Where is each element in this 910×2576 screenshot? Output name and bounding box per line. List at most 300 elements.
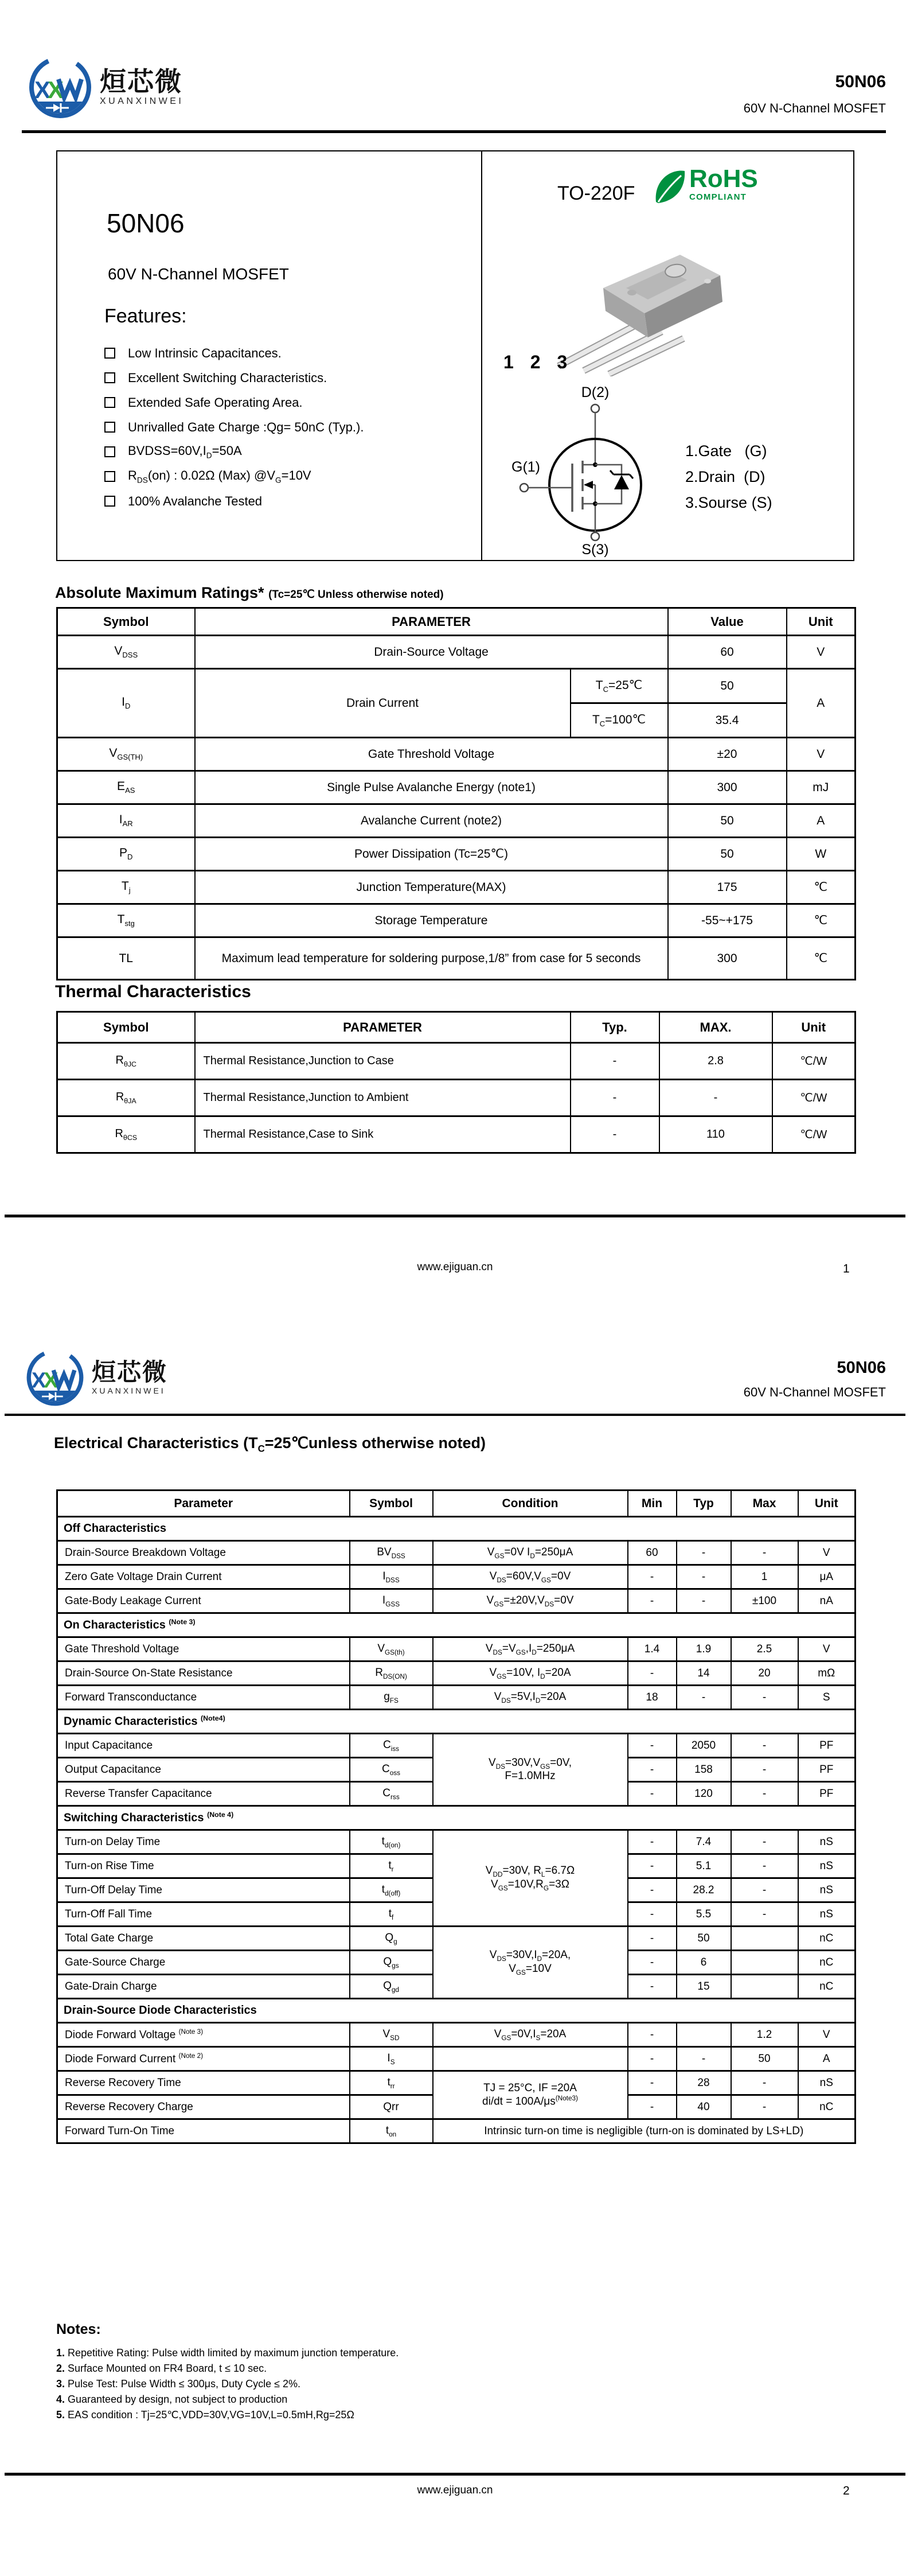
table-cell: $t_{on}$ — [350, 2119, 433, 2143]
drain-pin-label: D(2) — [581, 384, 610, 400]
table-cell: $R_{\theta CS}$ — [57, 1116, 195, 1153]
product-part-number: 50N06 — [107, 208, 185, 238]
note-item-text: 3. Pulse Test: Pulse Width ≤ 300μs, Duty Cycle ≤ 2%. — [56, 2378, 300, 2390]
table-cell: 50 — [668, 669, 787, 703]
table-cell: 60 — [668, 636, 787, 669]
table-cell: -55~+175 — [668, 904, 787, 937]
logo-letter: X — [43, 1368, 58, 1393]
table-cell: 28.2 — [677, 1878, 731, 1902]
table-cell: - — [731, 1758, 798, 1782]
table-cell: - — [628, 2071, 677, 2095]
table-cell: mJ — [787, 771, 856, 804]
table-cell: - — [628, 1854, 677, 1878]
feature-item — [104, 439, 460, 464]
feature-item — [104, 464, 460, 489]
column-header: Symbol — [57, 608, 195, 636]
pin-legend-item-text: 2.Drain (D) — [685, 468, 766, 485]
table-cell: Turn-on Delay Time — [57, 1830, 350, 1854]
page2-page-number: 2 — [843, 2484, 850, 2497]
checkbox-bullet-icon — [104, 422, 115, 433]
table-cell: Gate-Drain Charge — [57, 1975, 350, 1999]
pin-legend-item-text: 3.Sourse (S) — [685, 494, 772, 511]
feature-item-text: Unrivalled Gate Charge :Qg= 50nC (Typ.). — [128, 419, 364, 434]
table-cell: - — [677, 1565, 731, 1589]
table-cell: 1.4 — [628, 1637, 677, 1661]
table-cell: nS — [798, 2071, 856, 2095]
table-cell: - — [731, 1734, 798, 1758]
table-cell: nC — [798, 2095, 856, 2119]
column-header: Symbol — [350, 1491, 433, 1517]
column-header: Symbol — [57, 1012, 195, 1043]
pin-legend-item — [685, 438, 772, 464]
table-cell — [731, 1951, 798, 1975]
table-cell: Input Capacitance — [57, 1734, 350, 1758]
table-cell: $V_{DSS}$ — [57, 636, 195, 669]
table-cell: 6 — [677, 1951, 731, 1975]
thermal-table-wrap — [56, 1011, 856, 1154]
column-header: Max — [731, 1491, 798, 1517]
page1-footer-url: www.ejiguan.cn — [417, 1261, 493, 1273]
table-cell: Drain-Source Voltage — [195, 636, 668, 669]
table-cell: $t_{d(off)}$ — [350, 1878, 433, 1902]
table-cell: - — [628, 1975, 677, 1999]
table-cell: $V_{DS}=60V,V_{GS}=0V$ — [433, 1565, 628, 1589]
feature-item-text: $R_{DS}(on)$ : 0.02Ω (Max) $@V_G=10V$ — [128, 468, 311, 485]
abs-max-title-note: (Tc=25℃ Unless otherwise noted) — [268, 589, 444, 601]
table-cell: Reverse Recovery Charge — [57, 2095, 350, 2119]
table-cell: - — [731, 1878, 798, 1902]
table-cell: Diode Forward Current $^{(Note 2)}$ — [57, 2047, 350, 2071]
table-cell — [433, 2047, 628, 2071]
table-cell: $t_f$ — [350, 1902, 433, 1927]
table-cell: - — [677, 1589, 731, 1613]
logo-letter: X — [34, 76, 51, 103]
company-logo — [24, 1346, 167, 1409]
table-cell: $Q_{gs}$ — [350, 1951, 433, 1975]
notes-list — [56, 2345, 687, 2423]
table-cell: - — [628, 1661, 677, 1686]
note-item — [56, 2376, 687, 2392]
xxw-logo-icon — [26, 53, 94, 122]
table-cell: - — [628, 2047, 677, 2071]
table-cell: - — [731, 1541, 798, 1565]
note-item — [56, 2361, 687, 2376]
table-cell: Thermal Resistance,Junction to Ambient — [195, 1080, 571, 1116]
table-cell: Forward Turn-On Time — [57, 2119, 350, 2143]
table-cell: W — [787, 838, 856, 871]
column-header: Min — [628, 1491, 677, 1517]
table-cell: A — [787, 804, 856, 838]
table-cell: $E_{AS}$ — [57, 771, 195, 804]
checkbox-bullet-icon — [104, 348, 115, 359]
table-cell: ±100 — [731, 1589, 798, 1613]
logo-letter: X — [31, 1368, 46, 1393]
table-cell: 50 — [731, 2047, 798, 2071]
table-cell: $I_S$ — [350, 2047, 433, 2071]
feature-item — [104, 415, 460, 439]
table-cell: 40 — [677, 2095, 731, 2119]
table-cell: 18 — [628, 1686, 677, 1710]
table-cell: Drain-Source Diode Characteristics — [57, 1999, 856, 2023]
to220f-package-image — [491, 233, 749, 376]
table-cell: - — [677, 1686, 731, 1710]
box-divider — [481, 151, 482, 560]
rohs-leaf-icon — [653, 166, 686, 208]
table-cell: nS — [798, 1878, 856, 1902]
table-cell: V — [787, 738, 856, 771]
table-cell: Junction Temperature(MAX) — [195, 871, 668, 904]
table-cell: $V_{DD}=30V$, $R_L=6.7\Omega$ $V_{GS}=10V,R_G=3\Omega$ — [433, 1830, 628, 1927]
table-cell: 14 — [677, 1661, 731, 1686]
table-cell: V — [798, 1541, 856, 1565]
feature-item-text: Extended Safe Operating Area. — [128, 395, 303, 410]
table-cell: 300 — [668, 771, 787, 804]
page2-part-subtitle: 60V N-Channel MOSFET — [743, 1385, 886, 1399]
abs-max-table — [56, 607, 856, 980]
table-cell: Output Capacitance — [57, 1758, 350, 1782]
table-cell: $V_{GS}=\pm 20V,V_{DS}=0V$ — [433, 1589, 628, 1613]
brand-text — [100, 68, 183, 107]
table-cell: $R_{\theta JA}$ — [57, 1080, 195, 1116]
feature-item — [104, 390, 460, 415]
abs-max-title — [55, 584, 444, 602]
feature-item — [104, 365, 460, 390]
mosfet-symbol-diagram — [509, 379, 681, 558]
table-cell: 110 — [659, 1116, 772, 1153]
note-item-text: 5. EAS condition : Tj=25℃,VDD=30V,VG=10V,L=0.5mH,Rg=25Ω — [56, 2409, 354, 2421]
table-cell: $R_{DS(ON)}$ — [350, 1661, 433, 1686]
table-cell: $BV_{DSS}$ — [350, 1541, 433, 1565]
table-cell: Intrinsic turn-on time is negligible (turn-on is dominated by LS+LD) — [433, 2119, 856, 2143]
page2-footer-rule — [5, 2473, 905, 2476]
electrical-title: Electrical Characteristics ($T_C=25℃unless$ otherwise noted) — [54, 1434, 486, 1454]
table-cell: ℃ — [787, 937, 856, 980]
table-cell: TL — [57, 937, 195, 980]
table-cell: - — [731, 1782, 798, 1806]
table-cell: - — [628, 1565, 677, 1589]
rohs-compliant-label: COMPLIANT — [689, 192, 747, 202]
table-cell: $I_{DSS}$ — [350, 1565, 433, 1589]
page2-header-rule — [5, 1414, 905, 1416]
note-item-text: 1. Repetitive Rating: Pulse width limited by maximum junction temperature. — [56, 2347, 399, 2359]
table-cell: Gate Threshold Voltage — [195, 738, 668, 771]
notes-title: Notes: — [56, 2321, 101, 2337]
table-cell: $V_{GS}=0V$ $I_D=250\mu A$ — [433, 1541, 628, 1565]
rohs-label: RoHS — [689, 165, 758, 193]
table-cell: 2.8 — [659, 1043, 772, 1080]
table-cell: 300 — [668, 937, 787, 980]
table-cell: 120 — [677, 1782, 731, 1806]
table-cell: $V_{SD}$ — [350, 2023, 433, 2047]
table-cell: $T_{stg}$ — [57, 904, 195, 937]
table-cell: 50 — [668, 838, 787, 871]
table-cell: $V_{GS}=0V,I_S=20A$ — [433, 2023, 628, 2047]
feature-item-text: 100% Avalanche Tested — [128, 493, 263, 508]
table-cell: $T_j$ — [57, 871, 195, 904]
brand-name-chinese: 烜芯微 — [92, 1358, 168, 1386]
column-header: Condition — [433, 1491, 628, 1517]
table-cell: $t_{d(on)}$ — [350, 1830, 433, 1854]
table-cell: $I_{GSS}$ — [350, 1589, 433, 1613]
logo-letter: X — [48, 76, 64, 103]
table-cell: $t_{rr}$ — [350, 2071, 433, 2095]
table-cell: - — [677, 1541, 731, 1565]
table-cell: nS — [798, 1902, 856, 1927]
brand-name-chinese: 烜芯微 — [100, 66, 182, 96]
table-cell: 28 — [677, 2071, 731, 2095]
table-cell: - — [628, 2095, 677, 2119]
table-cell: Gate-Body Leakage Current — [57, 1589, 350, 1613]
table-cell: - — [731, 1686, 798, 1710]
table-cell: ℃ — [787, 871, 856, 904]
table-cell: $V_{DS}=30V,I_D=20A$, $V_{GS}=10V$ — [433, 1927, 628, 1999]
table-cell — [731, 1927, 798, 1951]
table-cell: $T_C=100℃$ — [571, 703, 668, 738]
checkbox-bullet-icon — [104, 397, 115, 408]
column-header: Typ. — [571, 1012, 659, 1043]
table-cell: TJ = 25°C, IF =20A $di/dt = 100A/\mu s^{(Note3)}$ — [433, 2071, 628, 2119]
features-title: Features: — [104, 305, 187, 327]
table-cell: $I_D$ — [57, 669, 195, 738]
table-cell: $T_C=25℃$ — [571, 669, 668, 703]
table-cell: $g_{FS}$ — [350, 1686, 433, 1710]
table-cell: - — [571, 1116, 659, 1153]
checkbox-bullet-icon — [104, 471, 115, 482]
thermal-table — [56, 1011, 856, 1154]
table-cell: Turn-on Rise Time — [57, 1854, 350, 1878]
table-cell: - — [731, 2095, 798, 2119]
pin-legend-item-text: 1.Gate (G) — [685, 442, 767, 460]
table-cell: 1 — [731, 1565, 798, 1589]
table-cell: ℃/W — [772, 1116, 856, 1153]
xxw-logo-icon — [24, 1346, 86, 1409]
pin-legend-item — [685, 464, 772, 490]
feature-item-text: Excellent Switching Characteristics. — [128, 370, 327, 385]
table-cell: - — [731, 2071, 798, 2095]
note-item-text: 2. Surface Mounted on FR4 Board, t ≤ 10 sec. — [56, 2363, 267, 2374]
table-cell: $V_{DS}=V_{GS},I_D=250\mu A$ — [433, 1637, 628, 1661]
table-cell: - — [628, 1758, 677, 1782]
table-cell: Dynamic Characteristics $^{(Note4)}$ — [57, 1710, 856, 1734]
column-header: Parameter — [57, 1491, 350, 1517]
abs-max-title-text: Absolute Maximum Ratings* — [55, 584, 264, 601]
table-cell: 2.5 — [731, 1637, 798, 1661]
column-header: Unit — [798, 1491, 856, 1517]
table-cell: μA — [798, 1565, 856, 1589]
product-summary-box — [56, 150, 854, 561]
table-cell: Diode Forward Voltage $^{(Note 3)}$ — [57, 2023, 350, 2047]
table-cell: Power Dissipation (Tc=25℃) — [195, 838, 668, 871]
package-pin-numbers: 1 2 3 — [503, 352, 573, 372]
table-cell: - — [628, 1734, 677, 1758]
table-cell: 5.1 — [677, 1854, 731, 1878]
brand-name-english: XUANXINWEI — [92, 1386, 166, 1396]
page1-footer-rule — [5, 1215, 905, 1217]
table-cell: 1.2 — [731, 2023, 798, 2047]
features-list — [104, 341, 460, 513]
table-cell: Reverse Recovery Time — [57, 2071, 350, 2095]
table-cell: - — [628, 1951, 677, 1975]
table-cell: Storage Temperature — [195, 904, 668, 937]
table-cell: nC — [798, 1927, 856, 1951]
table-cell: V — [798, 2023, 856, 2047]
table-cell: nA — [798, 1589, 856, 1613]
table-cell: - — [731, 1854, 798, 1878]
table-cell: - — [628, 1589, 677, 1613]
table-cell: Forward Transconductance — [57, 1686, 350, 1710]
table-cell: $V_{GS(TH)}$ — [57, 738, 195, 771]
column-header: Unit — [787, 608, 856, 636]
table-cell: ℃/W — [772, 1043, 856, 1080]
table-cell: On Characteristics $^{(Note 3)}$ — [57, 1613, 856, 1637]
page1-part-subtitle: 60V N-Channel MOSFET — [743, 101, 886, 115]
table-cell: - — [677, 2047, 731, 2071]
product-subtitle: 60V N-Channel MOSFET — [108, 265, 289, 283]
table-cell: Drain Current — [195, 669, 571, 738]
table-cell: - — [731, 1830, 798, 1854]
checkbox-bullet-icon — [104, 372, 115, 383]
table-cell: PF — [798, 1782, 856, 1806]
brand-text — [92, 1360, 167, 1395]
pin-legend — [685, 438, 772, 516]
column-header: Unit — [772, 1012, 856, 1043]
abs-max-table-wrap — [56, 607, 856, 980]
table-cell: - — [628, 1878, 677, 1902]
column-header: Typ — [677, 1491, 731, 1517]
table-cell: - — [659, 1080, 772, 1116]
electrical-table-wrap — [56, 1489, 856, 2144]
note-item-text: 4. Guaranteed by design, not subject to production — [56, 2394, 288, 2405]
table-cell: Gate Threshold Voltage — [57, 1637, 350, 1661]
rohs-badge — [653, 166, 758, 208]
table-cell: Drain-Source On-State Resistance — [57, 1661, 350, 1686]
page1-part-number: 50N06 — [835, 72, 886, 91]
feature-item — [104, 489, 460, 513]
table-cell: Drain-Source Breakdown Voltage — [57, 1541, 350, 1565]
table-cell: 5.5 — [677, 1902, 731, 1927]
table-cell: $I_{AR}$ — [57, 804, 195, 838]
table-cell: Qrr — [350, 2095, 433, 2119]
checkbox-bullet-icon — [104, 446, 115, 457]
header-rule — [22, 130, 886, 133]
column-header: MAX. — [659, 1012, 772, 1043]
table-cell: 158 — [677, 1758, 731, 1782]
table-cell: nC — [798, 1951, 856, 1975]
note-item — [56, 2345, 687, 2361]
table-cell: ℃ — [787, 904, 856, 937]
table-cell: 15 — [677, 1975, 731, 1999]
electrical-table — [56, 1489, 856, 2144]
table-cell: ±20 — [668, 738, 787, 771]
table-cell: $V_{GS(th)}$ — [350, 1637, 433, 1661]
feature-item — [104, 341, 460, 365]
feature-item-text: Low Intrinsic Capacitances. — [128, 345, 282, 360]
table-cell: $R_{\theta JC}$ — [57, 1043, 195, 1080]
table-cell — [677, 2023, 731, 2047]
table-cell: 60 — [628, 1541, 677, 1565]
table-cell: 7.4 — [677, 1830, 731, 1854]
table-cell: $Q_{gd}$ — [350, 1975, 433, 1999]
table-cell: - — [628, 1830, 677, 1854]
table-cell: ℃/W — [772, 1080, 856, 1116]
package-name: TO-220F — [557, 182, 635, 204]
table-cell: 35.4 — [668, 703, 787, 738]
column-header: PARAMETER — [195, 1012, 571, 1043]
table-cell: $V_{DS}=5V,I_D=20A$ — [433, 1686, 628, 1710]
table-cell: 50 — [677, 1927, 731, 1951]
feature-item-text: $BVDSS=60V,I_D=50A$ — [128, 443, 242, 460]
table-cell: - — [571, 1080, 659, 1116]
gate-pin-label: G(1) — [511, 459, 540, 475]
table-cell: Thermal Resistance,Junction to Case — [195, 1043, 571, 1080]
table-cell: mΩ — [798, 1661, 856, 1686]
table-cell: - — [731, 1902, 798, 1927]
note-item — [56, 2392, 687, 2407]
brand-name-english: XUANXINWEI — [100, 96, 184, 107]
table-cell: - — [628, 1782, 677, 1806]
table-cell: Switching Characteristics $^{(Note 4)}$ — [57, 1806, 856, 1830]
table-cell: Thermal Resistance,Case to Sink — [195, 1116, 571, 1153]
table-cell: Turn-Off Delay Time — [57, 1878, 350, 1902]
table-cell: $V_{GS}=10V$, $I_D=20A$ — [433, 1661, 628, 1686]
table-cell: A — [798, 2047, 856, 2071]
page2-part-number: 50N06 — [837, 1359, 886, 1377]
table-cell: $C_{iss}$ — [350, 1734, 433, 1758]
table-cell: 1.9 — [677, 1637, 731, 1661]
table-cell: $C_{oss}$ — [350, 1758, 433, 1782]
table-cell: $V_{DS}=30V,V_{GS}=0V$, F=1.0MHz — [433, 1734, 628, 1806]
table-cell: nS — [798, 1854, 856, 1878]
table-cell: nS — [798, 1830, 856, 1854]
table-cell: PF — [798, 1734, 856, 1758]
table-cell: Avalanche Current (note2) — [195, 804, 668, 838]
page1-page-number: 1 — [843, 1262, 850, 1275]
table-cell: S — [798, 1686, 856, 1710]
pin-legend-item — [685, 490, 772, 516]
table-cell: - — [628, 1927, 677, 1951]
source-pin-label: S(3) — [581, 542, 609, 558]
table-cell: Gate-Source Charge — [57, 1951, 350, 1975]
table-cell — [731, 1975, 798, 1999]
table-cell: 20 — [731, 1661, 798, 1686]
table-cell: PF — [798, 1758, 856, 1782]
checkbox-bullet-icon — [104, 496, 115, 507]
note-item — [56, 2407, 687, 2423]
table-cell: 50 — [668, 804, 787, 838]
table-cell: 175 — [668, 871, 787, 904]
table-cell: Maximum lead temperature for soldering purpose,1/8” from case for 5 seconds — [195, 937, 668, 980]
table-cell: V — [798, 1637, 856, 1661]
table-cell: $P_D$ — [57, 838, 195, 871]
table-cell: $Q_g$ — [350, 1927, 433, 1951]
table-cell: $C_{rss}$ — [350, 1782, 433, 1806]
table-cell: Reverse Transfer Capacitance — [57, 1782, 350, 1806]
table-cell: Zero Gate Voltage Drain Current — [57, 1565, 350, 1589]
table-cell: Turn-Off Fall Time — [57, 1902, 350, 1927]
table-cell: Total Gate Charge — [57, 1927, 350, 1951]
table-cell: Single Pulse Avalanche Energy (note1) — [195, 771, 668, 804]
table-cell: 2050 — [677, 1734, 731, 1758]
company-logo — [26, 53, 183, 122]
thermal-title: Thermal Characteristics — [55, 982, 251, 1001]
table-cell: - — [628, 1902, 677, 1927]
column-header: Value — [668, 608, 787, 636]
page2-footer-url: www.ejiguan.cn — [417, 2484, 493, 2496]
table-cell: Off Characteristics — [57, 1517, 856, 1541]
column-header: PARAMETER — [195, 608, 668, 636]
table-cell: nC — [798, 1975, 856, 1999]
table-cell: A — [787, 669, 856, 738]
